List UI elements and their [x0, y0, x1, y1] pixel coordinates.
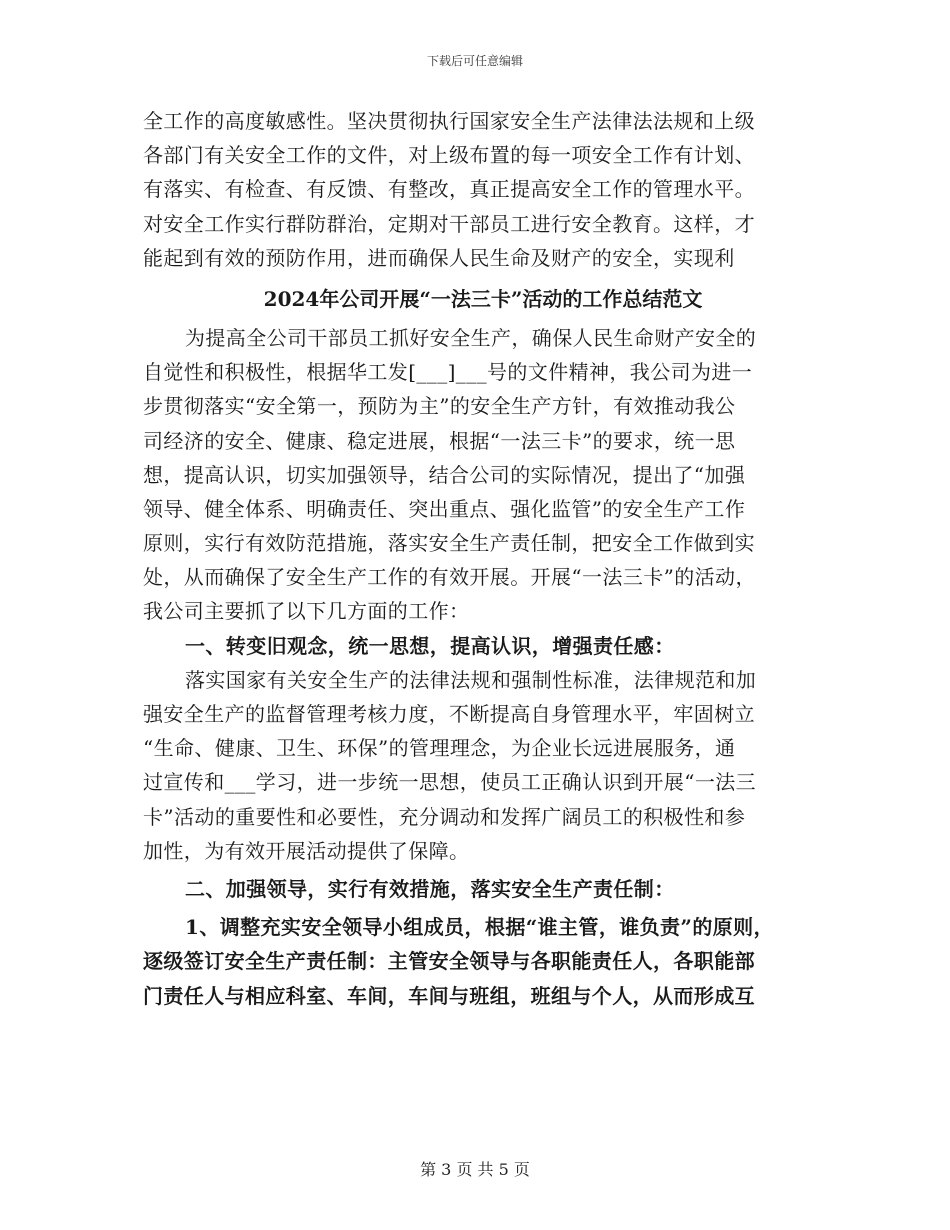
document-title: 2024年公司开展“一法三卡”活动的工作总结范文	[263, 286, 703, 311]
text-line: 我公司主要抓了以下几方面的工作：	[143, 599, 470, 624]
paragraph-3	[143, 910, 823, 1013]
text-line: 自觉性和积极性，根据华工发[___]___号的文件精神，我公司为进一	[143, 360, 753, 385]
text-line: 原则，实行有效防范措施，落实安全生产责任制，把安全工作做到实	[143, 531, 755, 556]
text-line: 强安全生产的监督管理考核力度，不断提高自身管理水平，牢固树立	[143, 702, 755, 726]
text-line: 能起到有效的预防作用，进而确保人民生命及财产的安全，实现利	[143, 245, 735, 270]
text-line: 有落实、有检查、有反馈、有整改，真正提高安全工作的管理水平。	[143, 177, 755, 202]
text-line: 领导、健全体系、明确责任、突出重点、强化监管”的安全生产工作	[143, 496, 746, 521]
paragraph-2	[143, 663, 823, 868]
text-line: 落实国家有关安全生产的法律法规和强制性标准，法律规范和加	[185, 667, 757, 692]
text-line: 逐级签订安全生产责任制：主管安全领导与各职能责任人，各职能部	[143, 949, 755, 974]
text-line: 司经济的安全、健康、稳定进展，根据“一法三卡”的要求，统一思	[143, 428, 736, 453]
text-line: 全工作的高度敏感性。坚决贯彻执行国家安全生产法律法法规和上级	[143, 109, 755, 133]
text-line: 处，从而确保了安全生产工作的有效开展。开展“一法三卡”的活动，	[143, 565, 756, 590]
page-footer: 第 3 页 共 5 页	[420, 1160, 530, 1179]
text-line: “生命、健康、卫生、环保”的管理理念，为企业长远进展服务，通	[143, 736, 736, 761]
text-line: 对安全工作实行群防群治，定期对干部员工进行安全教育。这样，才	[143, 211, 755, 236]
text-line: 加性，为有效开展活动提供了保障。	[143, 838, 470, 863]
text-line: 为提高全公司干部员工抓好安全生产，确保人民生命财产安全的	[185, 325, 757, 350]
text-line: 步贯彻落实“安全第一，预防为主”的安全生产方针，有效推动我公	[143, 394, 736, 419]
section-heading-2: 二、加强领导，实行有效措施，落实安全生产责任制：	[185, 876, 675, 901]
text-line: 过宣传和___学习，进一步统一思想，使员工正确认识到开展“一法三	[143, 770, 757, 795]
document-body	[143, 104, 823, 1013]
intro-paragraph	[143, 104, 823, 275]
paragraph-1	[143, 321, 823, 629]
section-heading-1: 一、转变旧观念，统一思想，提高认识，增强责任感：	[185, 633, 675, 658]
text-line: 卡”活动的重要性和必要性，充分调动和发挥广阔员工的积极性和参	[143, 804, 746, 829]
page-header: 下载后可任意编辑	[426, 54, 523, 68]
text-line: 门责任人与相应科室、车间，车间与班组，班组与个人，从而形成互	[143, 983, 755, 1008]
text-line: 1、调整充实安全领导小组成员，根据“谁主管，谁负责”的原则，	[185, 915, 774, 940]
text-line: 各部门有关安全工作的文件，对上级布置的每一项安全工作有计划、	[143, 143, 755, 168]
text-line: 想，提高认识，切实加强领导，结合公司的实际情况，提出了“加强	[143, 462, 746, 487]
